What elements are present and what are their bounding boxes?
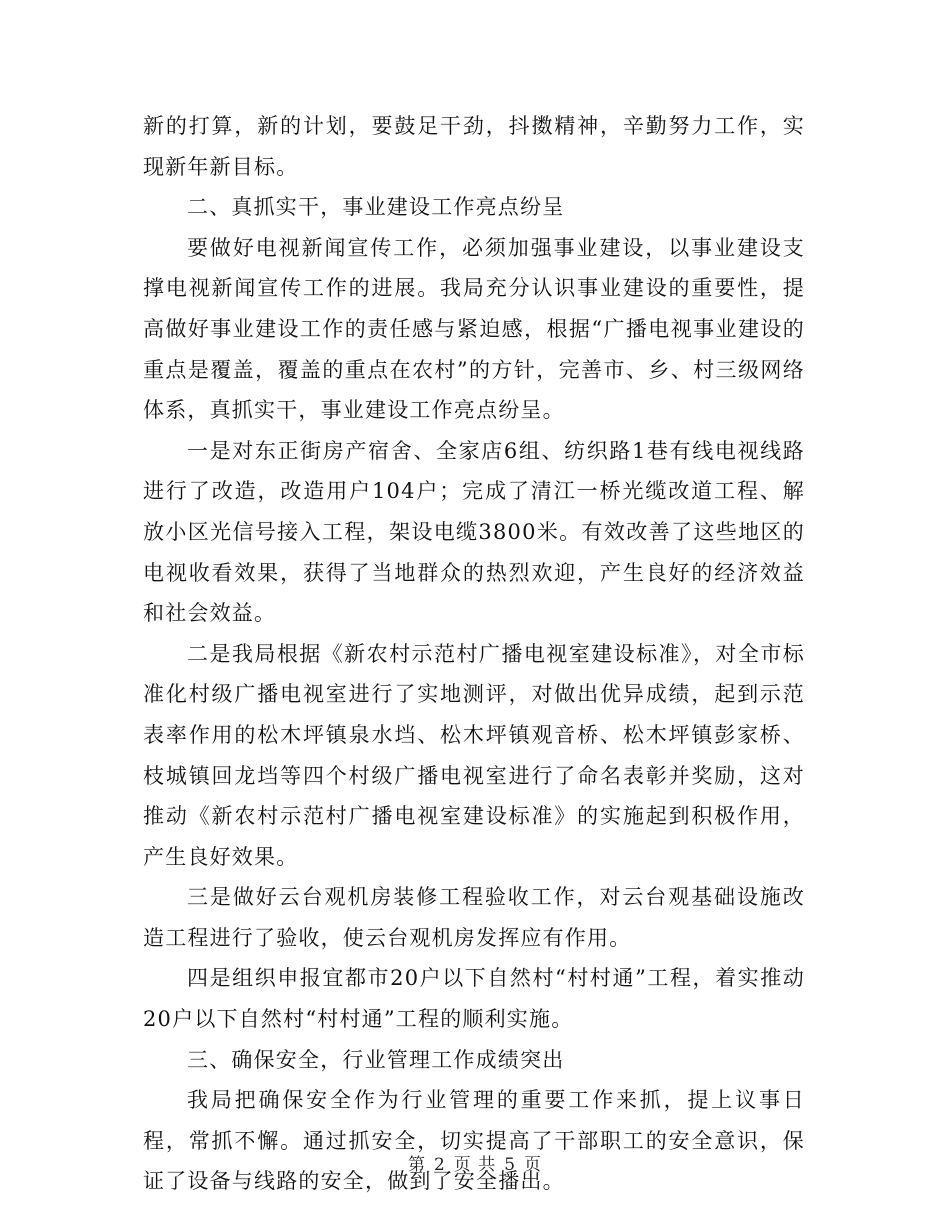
paragraph-3: 要做好电视新闻宣传工作，必须加强事业建设，以事业建设支撑电视新闻宣传工作的进展。我局充分认识事业建设的重要性，提高做好事业建设工作的责任感与紧迫感，根据“广播电视事业建设的重点是覆盖，覆盖的重点在农村”的方针，完善市、乡、村三级网络体系，真抓实干，事业建设工作亮点纷呈。 bbox=[143, 235, 805, 423]
footer-suffix: 页 bbox=[524, 1155, 543, 1175]
page-footer bbox=[0, 1150, 950, 1175]
section-heading-2: 二、真抓实干，事业建设工作亮点纷呈 bbox=[187, 195, 565, 220]
paragraph-6: 三是做好云台观机房装修工程验收工作，对云台观基础设施改造工程进行了验收，使云台观机房发挥应有作用。 bbox=[143, 885, 805, 950]
paragraph-7: 四是组织申报宜都市20户以下自然村“村村通”工程，着实推动20户以下自然村“村村通”工程的顺利实施。 bbox=[143, 966, 805, 1032]
paragraph-9: 我局把确保安全作为行业管理的重要工作来抓，提上议事日程，常抓不懈。通过抓安全，切实提高了干部职工的安全意识，保证了设备与线路的安全，做到了安全播出。 bbox=[143, 1088, 805, 1194]
footer-total-pages: 5 bbox=[504, 1155, 517, 1175]
paragraph-4: 一是对东正街房产宿舍、全家店6组、纺织路1巷有线电视线路进行了改造，改造用户104户；完成了清江一桥光缆改道工程、解放小区光信号接入工程，架设电缆3800米。有效改善了这些地区的电视收看效果，获得了当地群众的热烈欢迎，产生良好的经济效益和社会效益。 bbox=[143, 438, 805, 626]
footer-prefix: 第 bbox=[407, 1155, 426, 1175]
footer-middle: 页 共 bbox=[453, 1155, 497, 1175]
footer-page-number: 2 bbox=[433, 1155, 446, 1175]
paragraph-1: 新的打算，新的计划，要鼓足干劲，抖擞精神，辛勤努力工作，实现新年新目标。 bbox=[143, 114, 805, 179]
document-body bbox=[143, 106, 805, 1202]
section-heading-3: 三、确保安全，行业管理工作成绩突出 bbox=[187, 1047, 565, 1072]
paragraph-5: 二是我局根据《新农村示范村广播电视室建设标准》，对全市标准化村级广播电视室进行了实地测评，对做出优异成绩，起到示范表率作用的松木坪镇泉水垱、松木坪镇观音桥、松木坪镇彭家桥、枝城镇回龙垱等四个村级广播电视室进行了命名表彰并奖励，这对推动《新农村示范村广播电视室建设标准》的实施起到积极作用，产生良好效果。 bbox=[143, 641, 805, 869]
